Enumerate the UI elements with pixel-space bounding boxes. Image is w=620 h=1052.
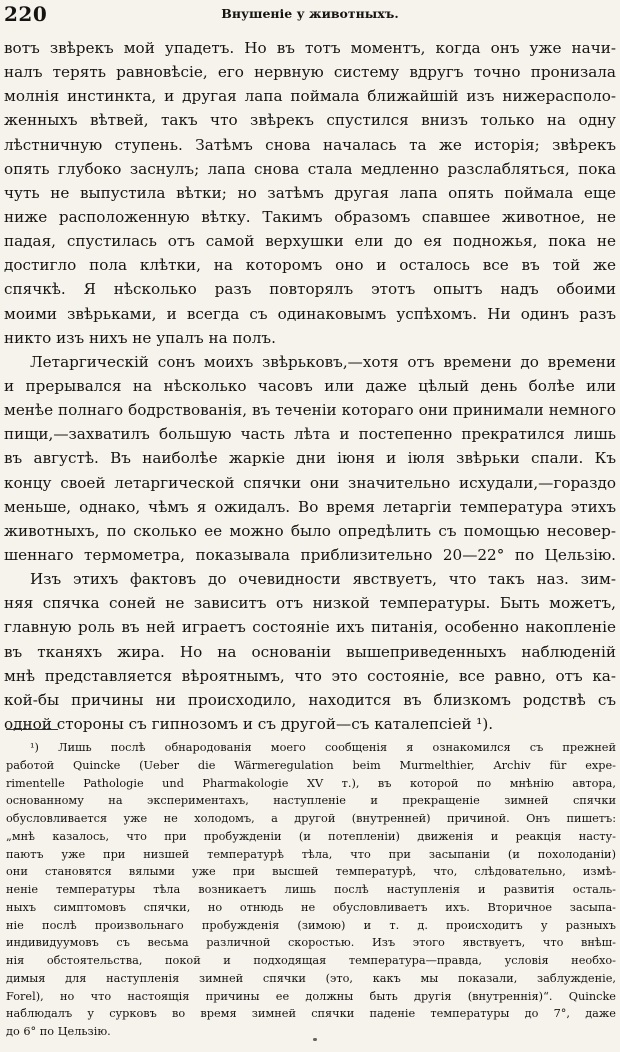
text-line: ниже расположенную вѣтку. Такимъ образомъ спавшее животное, не xyxy=(4,207,616,226)
footnote-line: до 6° по Цельзію. xyxy=(6,1025,111,1038)
text-line: концу своей летаргической спячки они значительно исхудали,—гораздо xyxy=(4,473,616,492)
footnote-line: обусловливается уже не холодомъ, а другой (внутренней) причиной. Онъ пишетъ: xyxy=(6,812,616,825)
footnote-line: димыя для наступленія зимней спячки (это, какъ мы показали, заблужденіе, xyxy=(6,971,616,985)
footnote-line: ¹) Лишь послѣ обнародованія моего сообщенія я ознакомился съ прежней xyxy=(30,741,616,754)
text-line: менѣе полнаго бодрствованія, въ теченіи котораго они принимали немного xyxy=(4,401,616,420)
text-line: молнія инстинкта, и другая лапа поймала ближайшій изъ нижерасполо- xyxy=(4,87,616,106)
text-line: въ августѣ. Въ наиболѣе жаркіе дни іюня и іюля звѣрьки спали. Къ xyxy=(4,449,616,468)
footnote-line: основанному на экспериментахъ, наступленіе и прекращеніе зимней спячки xyxy=(6,794,616,808)
text-line: Изъ этихъ фактовъ до очевидности явствуетъ, что такъ наз. зим- xyxy=(30,570,616,589)
text-line: и прерывался на нѣсколько часовъ или даже цѣлый день болѣе или xyxy=(4,376,616,395)
text-line: женныхъ вѣтвей, такъ что звѣрекъ спустился внизъ только на одну xyxy=(4,111,616,130)
footnote-line: паютъ уже при низшей температурѣ тѣла, что при засыпаніи (и похолоданіи) xyxy=(6,847,616,861)
footnote-line: они становятся вялыми уже при высшей температурѣ, что, слѣдовательно, измѣ- xyxy=(6,865,616,879)
text-line: опять глубоко заснулъ; лапа снова стала медленно разслабляться, пока xyxy=(4,159,616,178)
footnote-line: Forel), но что настоящія причины ее должны быть другія (внутреннія)“. Quincke xyxy=(6,989,616,1003)
paper-speck xyxy=(313,1038,317,1041)
text-line: въ тканяхъ жира. Но на основаніи вышеприведенныхъ наблюденій xyxy=(4,642,616,661)
text-line: пищи,—захватилъ большую часть лѣта и постепенно прекратился лишь xyxy=(4,425,616,444)
page-number: 220 xyxy=(4,2,48,26)
footnote-line: неніе температуры тѣла возникаетъ лишь послѣ наступленія и развитія осталь- xyxy=(6,883,616,896)
footnote-line: ныхъ симптомовъ спячки, но отнюдь не обусловливаетъ ихъ. Вторичное засыпа- xyxy=(6,900,616,914)
footnote-line: работой Quincke (Ueber die Wärmeregulation beim Murmelthier, Archiv für expe- xyxy=(6,758,616,772)
text-line: вотъ звѣрекъ мой упадетъ. Но въ тотъ моментъ, когда онъ уже начи- xyxy=(4,39,616,57)
text-line: чуть не выпустила вѣтки; но затѣмъ другая лапа опять поймала еще xyxy=(4,183,616,202)
footnote-line: индивидуумовъ съ весьма различной скоростью. Изъ этого явствуетъ, что внѣш- xyxy=(6,936,616,950)
running-head: Внушеніе у животныхъ. xyxy=(221,6,399,21)
text-line: спячкѣ. Я нѣсколько разъ повторялъ этотъ опытъ надъ обоими xyxy=(4,280,616,299)
text-line: мнѣ представляется вѣроятнымъ, что это состояніе, все равно, отъ ка- xyxy=(4,666,616,685)
text-line: падая, спустилась отъ самой верхушки ели до ея подножья, пока не xyxy=(4,232,616,251)
text-line: меньше, однако, чѣмъ я ожидалъ. Во время летаргіи температура этихъ xyxy=(4,497,616,516)
page-header xyxy=(4,2,616,28)
text-line: животныхъ, по сколько ее можно было опредѣлить съ помощью несовер- xyxy=(4,521,616,540)
main-text xyxy=(4,36,616,736)
text-line: Летаргическій сонъ моихъ звѣрьковъ,—хотя отъ времени до времени xyxy=(30,352,616,371)
text-line: шеннаго термометра, показывала приблизительно 20—22° по Цельзію. xyxy=(4,545,616,564)
text-line: кой-бы причины ни происходило, находится въ близкомъ родствѣ съ xyxy=(4,690,616,709)
text-line: никто изъ нихъ не упалъ на полъ. xyxy=(4,328,276,347)
footnote-line: ніе послѣ произвольнаго пробужденія (зимою) и т. д. происходитъ у разныхъ xyxy=(6,918,616,932)
footnote xyxy=(6,739,616,1041)
footnote-line: нія обстоятельства, покой и подходящая температура—правда, условія необхо- xyxy=(6,954,616,967)
text-line: моими звѣрьками, и всегда съ одинаковымъ успѣхомъ. Ни одинъ разъ xyxy=(4,304,616,323)
footnote-line: rimentelle Pathologie und Pharmakologie XV т.), въ которой по мнѣнію автора, xyxy=(6,776,616,790)
text-line: лѣстничную ступень. Затѣмъ снова началась та же исторія; звѣрекъ xyxy=(4,135,616,154)
text-line: няя спячка соней не зависитъ отъ низкой температуры. Быть можетъ, xyxy=(4,594,616,613)
footnote-separator xyxy=(6,729,58,730)
text-line: главную роль въ ней играетъ состояніе ихъ питанія, особенно накопленіе xyxy=(4,618,616,637)
text-line: налъ терять равновѣсіе, его нервную систему вдругъ точно пронизала xyxy=(4,63,616,82)
footnote-line: „мнѣ казалось, что при пробужденіи (и потепленіи) движенія и реакція насту- xyxy=(6,829,616,843)
text-line: одной стороны съ гипнозомъ и съ другой—съ каталепсіей ¹). xyxy=(4,714,494,733)
text-line: достигло пола клѣтки, на которомъ оно и осталось все въ той же xyxy=(4,256,616,275)
footnote-line: наблюдалъ у сурковъ во время зимней спячки паденіе температуры до 7°, даже xyxy=(6,1007,616,1021)
